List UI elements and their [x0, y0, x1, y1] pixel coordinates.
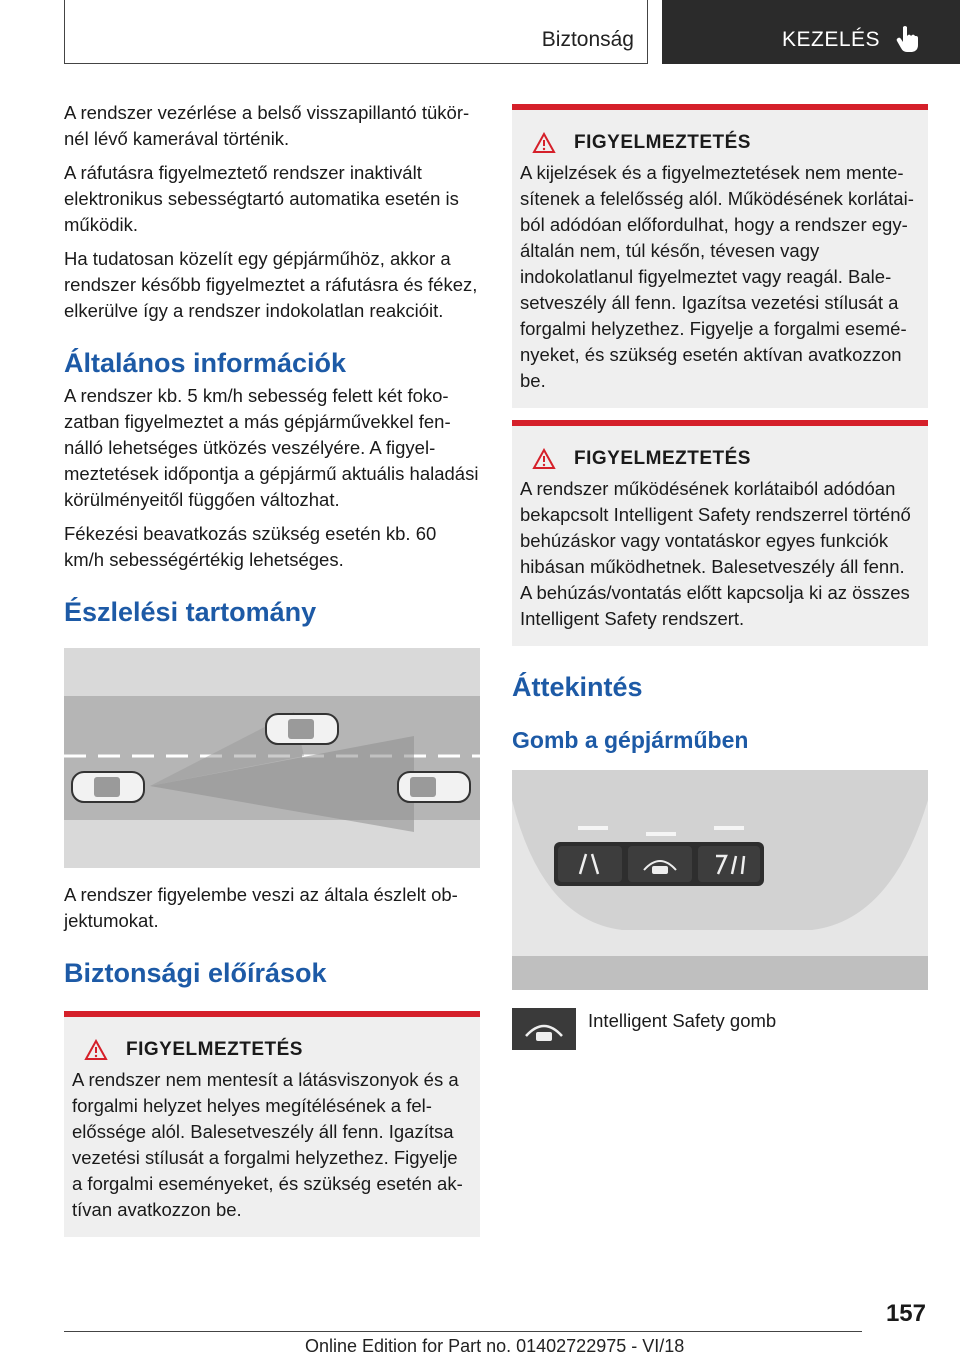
warning-triangle-icon — [84, 1039, 108, 1061]
warning-box-right-2 — [512, 420, 928, 646]
warning-triangle-icon — [532, 132, 556, 154]
intro-paragraph-2: A ráfutásra figyelmeztető rendszer inaktivált elektronikus sebességtartó automatika esetén is működik. — [64, 162, 459, 235]
warning-text: A rendszer nem mentesít a látásviszonyok és a forgalmi helyzet helyes megítélésének a felelőssége alól. Balesetveszély áll fenn. Igazítsa vezetési stílusát a forgalmi helyzethez. Figyelje a forgalmi eseményeket, és szükség esetén aktívan avatkozzon be. — [72, 1069, 463, 1220]
button-in-vehicle-heading: Gomb a gépjárműben — [512, 727, 749, 753]
footer-divider — [64, 1331, 862, 1332]
lane-departure-button-icon — [558, 846, 622, 882]
detection-range-heading: Észlelési tartomány — [64, 597, 317, 627]
warning-title: FIGYELMEZTETÉS — [574, 448, 751, 469]
safety-instructions-heading: Biztonsági előírások — [64, 958, 327, 988]
overview-heading: Áttekintés — [512, 672, 643, 702]
intelligent-safety-button-icon — [628, 846, 692, 882]
own-vehicle-icon — [398, 772, 470, 802]
intro-paragraph-3: Ha tudatosan közelít egy gépjárműhöz, akkor a rendszer később figyelmeztet a ráfutásra és fékez, elkerülve így a rendszer indokolatlan reakcióit. — [64, 248, 478, 321]
page-number: 157 — [885, 1300, 926, 1327]
header-chapter-tab — [662, 0, 960, 64]
warning-box-left — [64, 1011, 480, 1237]
button-panel-illustration — [512, 770, 928, 990]
button-legend-label: Intelligent Safety gomb — [588, 1010, 777, 1031]
intro-paragraph-1: A rendszer vezérlése a belső visszapillantó tükörnél lévő kamerával történik. — [64, 102, 470, 149]
left-column — [64, 100, 480, 1237]
button-panel-figure — [512, 770, 928, 990]
warning-box-right-1 — [512, 104, 928, 408]
detection-range-figure — [64, 648, 480, 868]
right-column — [512, 104, 928, 1050]
warning-text: A kijelzések és a figyelmeztetések nem mentesítenek a felelősség alól. Működésének korlátaiból adódóan előfordulhat, hogy a rendszer egyáltalán nem, túl későn, tévesen vagy indokolatlanul figyelmeztet vagy reagál. Balesetveszély áll fenn. Igazítsa vezetési stílusát a forgalmi helyzethez. Figyelje a forgalmi eseményeket, és szükség esetén aktívan avatkozzon be. — [520, 162, 914, 391]
header-section-title: Biztonság — [541, 28, 634, 51]
button-legend-row — [512, 1008, 928, 1050]
intelligent-safety-button-icon — [512, 1008, 576, 1050]
car-adjacent-lane-icon — [266, 714, 338, 744]
detection-range-caption: A rendszer figyelembe veszi az általa észlelt objektumokat. — [64, 884, 458, 931]
general-info-paragraph-1: A rendszer kb. 5 km/h sebesség felett két fokozatban figyelmeztet a más gépjárművekkel fennálló lehetséges ütközés veszélyére. A figyelmeztetések időpontja a gépjármű aktuális haladási körülményeitől függően változhat. — [64, 385, 479, 510]
general-info-heading: Általános információk — [64, 348, 347, 378]
car-ahead-left-icon — [72, 772, 144, 802]
warning-triangle-icon — [532, 448, 556, 470]
general-info-paragraph-2: Fékezési beavatkozás szükség esetén kb. 60 km/h sebességértékig lehetséges. — [64, 523, 437, 570]
edition-info: Online Edition for Part no. 01402722975 - VI/18 — [305, 1336, 685, 1356]
header-chapter-label: KEZELÉS — [782, 28, 881, 51]
pointing-hand-icon — [893, 24, 923, 54]
warning-title: FIGYELMEZTETÉS — [574, 132, 751, 153]
traffic-sign-button-icon — [698, 846, 760, 882]
warning-text: A rendszer működésének korlátaiból adódóan bekapcsolt Intelligent Safety rendszerrel történő behúzáskor vagy vontatáskor egyes funkciók hibásan működhetnek. Balesetveszély áll fenn. A behúzás/vontatás előtt kapcsolja ki az összes Intelligent Safety rendszert. — [520, 478, 911, 629]
road-illustration — [64, 648, 480, 868]
warning-title: FIGYELMEZTETÉS — [126, 1039, 303, 1060]
